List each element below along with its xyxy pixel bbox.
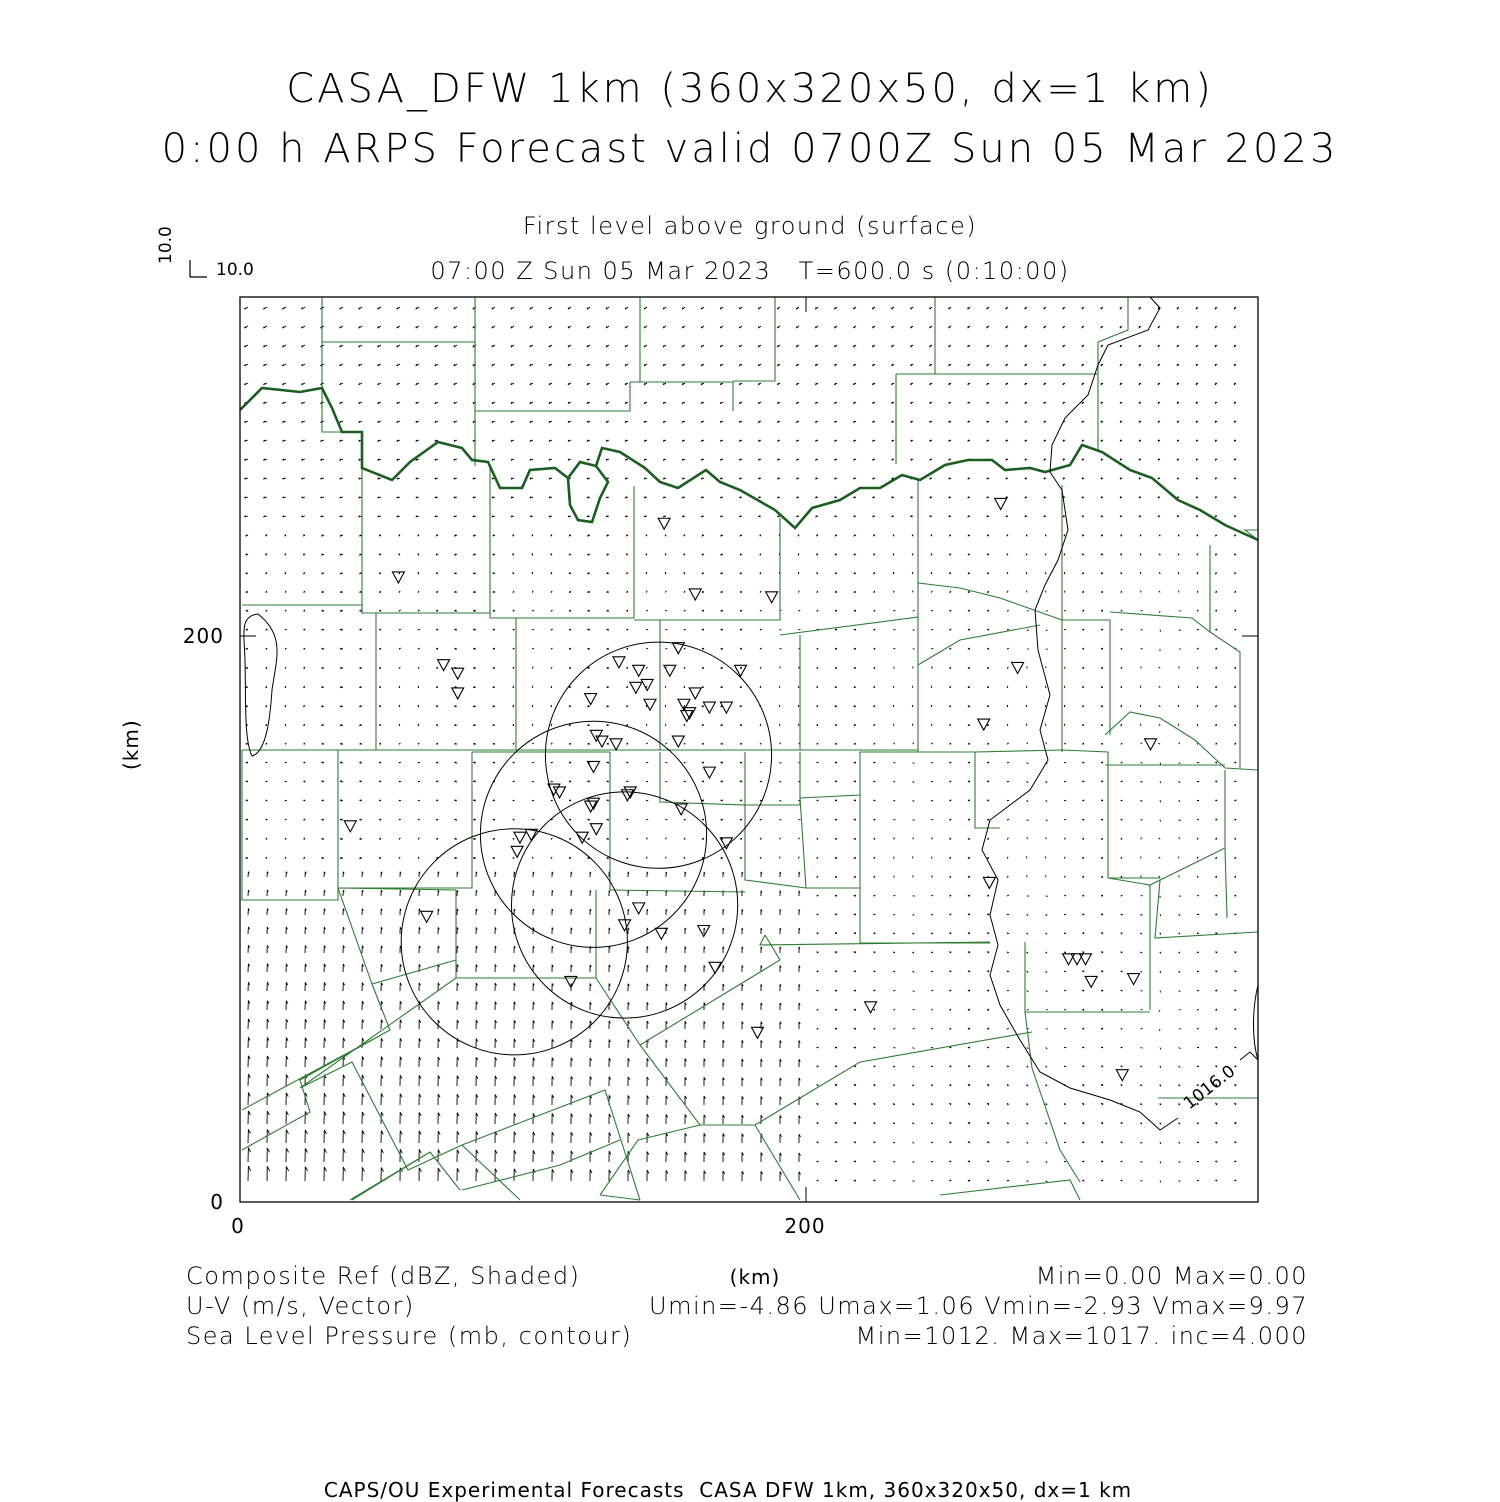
station-marker (585, 694, 597, 705)
x-tick-200: 200 (784, 1214, 826, 1238)
radar-ring (545, 642, 771, 868)
station-marker (655, 928, 667, 939)
station-marker (703, 702, 715, 713)
vector-key-v-label: 10.0 (156, 226, 176, 264)
time-label: 07:00 Z Sun 05 Mar 2023 T=600.0 s (0:10:00) (430, 257, 1070, 285)
station-marker (672, 736, 684, 747)
legend-stats-1: Min=0.00 Max=0.00 (1035, 1262, 1308, 1290)
station-marker (1071, 954, 1083, 965)
station-marker (658, 518, 670, 529)
station-marker (995, 498, 1007, 509)
level-label: First level above ground (surface) (522, 212, 978, 240)
wind-vector-field (244, 307, 1236, 1182)
station-marker (720, 702, 732, 713)
legend-field-2: U-V (m/s, Vector) (186, 1292, 415, 1320)
station-marker (641, 679, 653, 690)
legend-field-1: Composite Ref (dBZ, Shaded) (186, 1262, 581, 1290)
station-marker (1145, 739, 1157, 750)
title-line2: 0:00 h ARPS Forecast valid 0700Z Sun 05 Mar 2023 (161, 126, 1339, 172)
station-marker (703, 767, 715, 778)
legend-stats-2: Umin=-4.86 Umax=1.06 Vmin=-2.93 Vmax=9.97 (649, 1292, 1308, 1320)
station-marker (766, 592, 778, 603)
station-marker (590, 824, 602, 835)
station-marker (613, 657, 625, 668)
station-marker (1085, 976, 1097, 987)
station-marker (644, 699, 656, 710)
station-marker (1128, 974, 1140, 985)
station-marker (1080, 954, 1092, 965)
y-tick-200: 200 (182, 624, 224, 648)
footer-credit: CAPS/OU Experimental Forecasts CASA DFW 1km, 360x320x50, dx=1 km (323, 1478, 1133, 1502)
station-marker (452, 668, 464, 679)
station-marker (511, 846, 523, 857)
station-marker (983, 877, 995, 888)
x-axis-label: (km) (729, 1265, 781, 1289)
county-boundaries (242, 297, 1258, 1200)
station-marker (344, 821, 356, 832)
station-marker (633, 903, 645, 914)
wind-vectors (244, 307, 1236, 1182)
legend-stats-3: Min=1012. Max=1017. inc=4.000 (855, 1322, 1308, 1350)
station-marker (438, 660, 450, 671)
y-axis-label: (km) (119, 719, 143, 770)
station-marker (392, 572, 404, 583)
station-marker (751, 1027, 763, 1038)
station-marker (630, 682, 642, 693)
vector-key (190, 260, 207, 277)
station-marker (514, 832, 526, 843)
contour-label: 1016.0 (1180, 1061, 1240, 1114)
pressure-contours (244, 297, 1258, 1130)
station-marker (421, 911, 433, 922)
x-tick-0: 0 (231, 1214, 245, 1238)
title-line1: CASA_DFW 1km (360x320x50, dx=1 km) (286, 66, 1214, 112)
station-marker (452, 688, 464, 699)
station-marker (735, 665, 747, 676)
state-border (240, 388, 1258, 540)
vector-key-u-label: 10.0 (216, 260, 254, 280)
y-tick-0: 0 (210, 1190, 224, 1214)
station-marker (664, 665, 676, 676)
station-marker (633, 665, 645, 676)
station-marker (1063, 954, 1075, 965)
station-marker (689, 688, 701, 699)
station-marker (610, 739, 622, 750)
legend-field-3: Sea Level Pressure (mb, contour) (186, 1322, 633, 1350)
observation-stations (344, 498, 1156, 1080)
station-marker (576, 832, 588, 843)
station-marker (865, 1002, 877, 1013)
station-marker (1012, 662, 1024, 673)
station-marker (689, 589, 701, 600)
radar-range-rings (401, 642, 771, 1055)
station-marker (1116, 1070, 1128, 1081)
